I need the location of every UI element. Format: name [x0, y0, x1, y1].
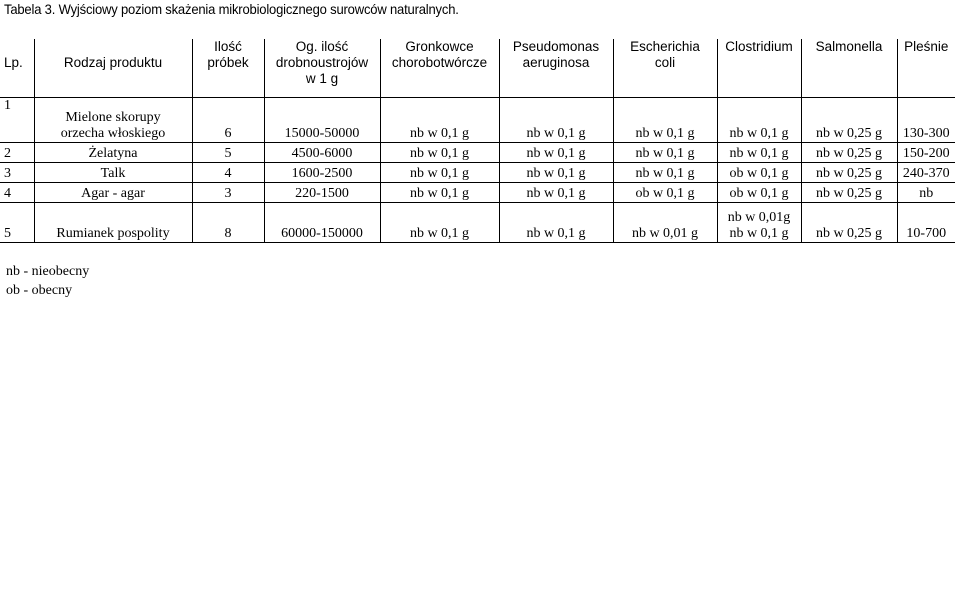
cell-product: Żelatyna [34, 142, 192, 162]
cell-molds: 240-370 [897, 162, 955, 182]
cell-molds: 150-200 [897, 142, 955, 162]
cell-product: Agar - agar [34, 182, 192, 202]
cell-samples: 3 [192, 182, 264, 202]
cell-lp: 3 [4, 165, 11, 181]
cell-salmonella: nb w 0,25 g [801, 142, 897, 162]
cell-lp: 4 [4, 185, 11, 201]
cell-pseudomonas: nb w 0,1 g [499, 162, 613, 182]
header-pseudomonas: Pseudomonas aeruginosa [499, 39, 613, 97]
cell-pseudomonas: nb w 0,1 g [499, 182, 613, 202]
cell-total: 220-1500 [264, 182, 380, 202]
table-row [0, 202, 955, 242]
table-row [0, 182, 955, 202]
header-row [0, 39, 955, 97]
cell-ecoli: nb w 0,1 g [613, 97, 717, 142]
legend [6, 262, 89, 300]
cell-ecoli: ob w 0,1 g [613, 182, 717, 202]
cell-samples: 4 [192, 162, 264, 182]
cell-pseudomonas: nb w 0,1 g [499, 142, 613, 162]
cell-samples: 6 [192, 97, 264, 142]
cell-ecoli: nb w 0,1 g [613, 142, 717, 162]
cell-total: 60000-150000 [264, 202, 380, 242]
cell-clostridium: nb w 0,1 g [717, 142, 801, 162]
cell-total: 4500-6000 [264, 142, 380, 162]
cell-lp: 2 [4, 145, 11, 161]
table-row [0, 97, 955, 142]
cell-salmonella: nb w 0,25 g [801, 162, 897, 182]
cell-clostridium: ob w 0,1 g [717, 182, 801, 202]
cell-clostridium: nb w 0,1 g [717, 97, 801, 142]
cell-pseudomonas: nb w 0,1 g [499, 202, 613, 242]
cell-total: 1600-2500 [264, 162, 380, 182]
header-salmonella: Salmonella [801, 39, 897, 97]
cell-staph: nb w 0,1 g [380, 202, 499, 242]
legend-item: nb - nieobecny [6, 264, 90, 279]
header-lp: Lp. [4, 55, 23, 70]
cell-salmonella: nb w 0,25 g [801, 97, 897, 142]
cell-samples: 5 [192, 142, 264, 162]
cell-molds: 10-700 [897, 202, 955, 242]
cell-samples: 8 [192, 202, 264, 242]
cell-staph: nb w 0,1 g [380, 97, 499, 142]
cell-total: 15000-50000 [264, 97, 380, 142]
legend-item: ob - obecny [6, 283, 73, 298]
cell-product: Talk [34, 162, 192, 182]
cell-staph: nb w 0,1 g [380, 142, 499, 162]
header-total: Og. ilość drobnoustrojów w 1 g [264, 39, 380, 97]
cell-staph: nb w 0,1 g [380, 182, 499, 202]
contamination-table [0, 39, 955, 243]
cell-clostridium: nb w 0,01g nb w 0,1 g [717, 202, 801, 242]
cell-clostridium: ob w 0,1 g [717, 162, 801, 182]
cell-staph: nb w 0,1 g [380, 162, 499, 182]
header-staph: Gronkowce chorobotwórcze [380, 39, 499, 97]
cell-salmonella: nb w 0,25 g [801, 202, 897, 242]
cell-lp: 5 [4, 225, 11, 241]
cell-molds: nb [897, 182, 955, 202]
header-ecoli: Escherichia coli [613, 39, 717, 97]
cell-ecoli: nb w 0,01 g [613, 202, 717, 242]
cell-molds: 130-300 [897, 97, 955, 142]
cell-pseudomonas: nb w 0,1 g [499, 97, 613, 142]
header-product: Rodzaj produktu [34, 39, 192, 97]
table-row [0, 142, 955, 162]
cell-product: Mielone skorupy orzecha włoskiego [34, 97, 192, 142]
cell-product: Rumianek pospolity [34, 202, 192, 242]
header-samples: Ilość próbek [192, 39, 264, 97]
cell-salmonella: nb w 0,25 g [801, 182, 897, 202]
table-caption: Tabela 3. Wyjściowy poziom skażenia mikrobiologicznego surowców naturalnych. [4, 1, 459, 17]
cell-ecoli: nb w 0,1 g [613, 162, 717, 182]
cell-lp: 1 [4, 97, 11, 113]
header-clostridium: Clostridium [717, 39, 801, 97]
table-row [0, 162, 955, 182]
header-molds: Pleśnie [897, 39, 955, 97]
